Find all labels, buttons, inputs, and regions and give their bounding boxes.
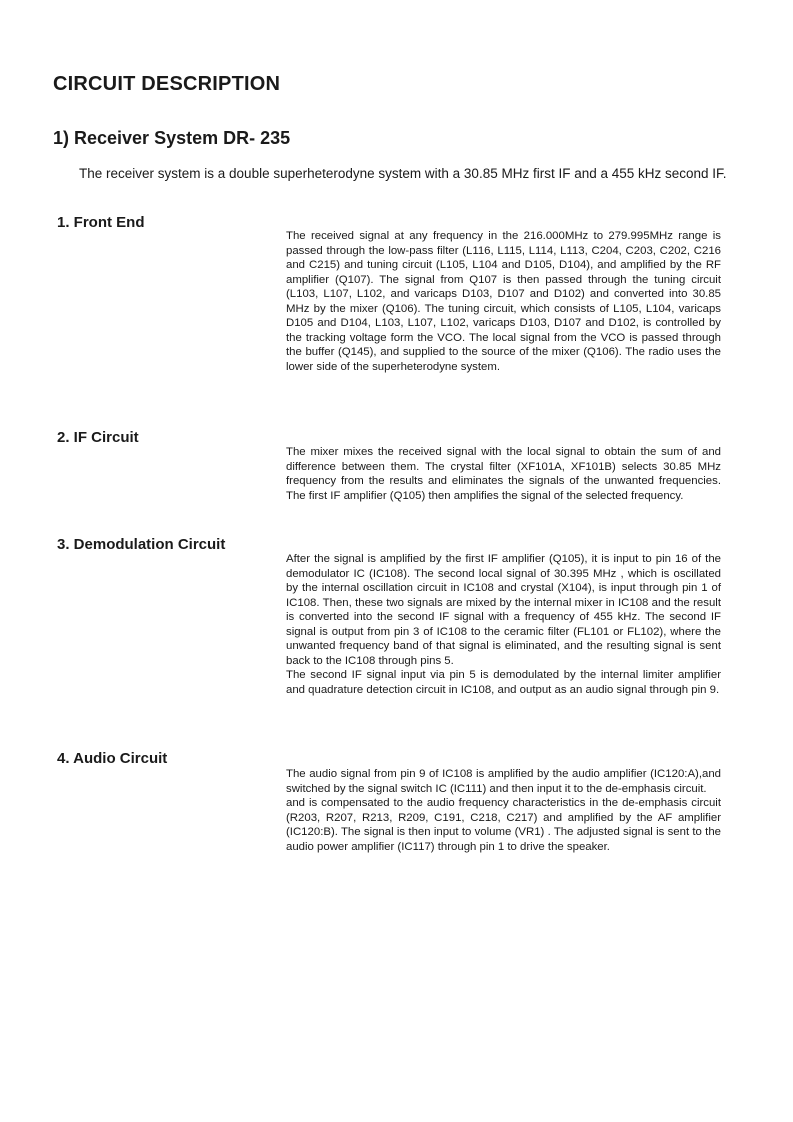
page-title: CIRCUIT DESCRIPTION bbox=[53, 73, 281, 95]
section-intro: The receiver system is a double superheterodyne system with a 30.85 MHz first IF and a 455 kHz second IF. bbox=[79, 166, 727, 181]
section-title: 1) Receiver System DR- 235 bbox=[53, 128, 291, 148]
audio-circuit-heading: 4. Audio Circuit bbox=[57, 750, 168, 767]
demodulation-circuit-text: After the signal is amplified by the first IF amplifier (Q105), it is input to pin 16 of the demodulator IC (IC108). The second local signal of 30.395 MHz , which is oscillated by the internal oscillation circuit in IC108 and crystal (X104), is input through pin 1 of IC108. Then, these two signals are mixed by the internal mixer in IC108 and the result is converted into the second IF signal with a frequency of 455 kHz. The second IF signal is output from pin 3 of IC108 to the ceramic filter (FL101 or FL102), where the unwanted frequency band of that signal is eliminated, and the resulting signal is sent back to the IC108 through pins 5. The second IF signal input via pin 5 is demodulated by the internal limiter amplifier and quadrature detection circuit in IC108, and output as an audio signal through pin 9. bbox=[286, 553, 721, 696]
if-circuit-heading: 2. IF Circuit bbox=[57, 429, 139, 446]
front-end-heading: 1. Front End bbox=[57, 214, 145, 231]
audio-circuit-text: The audio signal from pin 9 of IC108 is amplified by the audio amplifier (IC120:A),and switched by the signal switch IC (IC111) and then input it to the de-emphasis circuit. and is compensated to the audio frequency characteristics in the de-emphasis circuit (R203, R207, R213, R209, C191, C218, C217) and amplified by the AF amplifier (IC120:B). The signal is then input to volume (VR1) . The adjusted signal is sent to the audio power amplifier (IC117) through pin 1 to drive the speaker. bbox=[286, 768, 721, 853]
front-end-text: The received signal at any frequency in the 216.000MHz to 279.995MHz range is passed through the low-pass filter (L116, L115, L114, L113, C204, C203, C202, C216 and C215) and tuning circuit (L105, L104 and D105, D104), and amplified by the RF amplifier (Q107). The signal from Q107 is then passed through the tuning circuit (L103, L107, L102, and varicaps D103, D107 and D102) and converted into 30.85 MHz by the mixer (Q106). The tuning circuit, which consists of L105, L104, varicaps D105 and D104, L103, L107, L102, varicaps D103, D107 and D102, is controlled by the tracking voltage form the VCO. The local signal from the VCO is passed through the buffer (Q145), and supplied to the source of the mixer (Q106). The radio uses the lower side of the superheterodyne system. bbox=[286, 230, 721, 373]
if-circuit-text: The mixer mixes the received signal with the local signal to obtain the sum of and difference between them. The crystal filter (XF101A, XF101B) selects 30.85 MHz frequency from the results and eliminates the signals of the unwanted frequencies. The first IF amplifier (Q105) then amplifies the signal of the selected frequency. bbox=[286, 446, 721, 502]
demodulation-circuit-heading: 3. Demodulation Circuit bbox=[57, 536, 226, 553]
